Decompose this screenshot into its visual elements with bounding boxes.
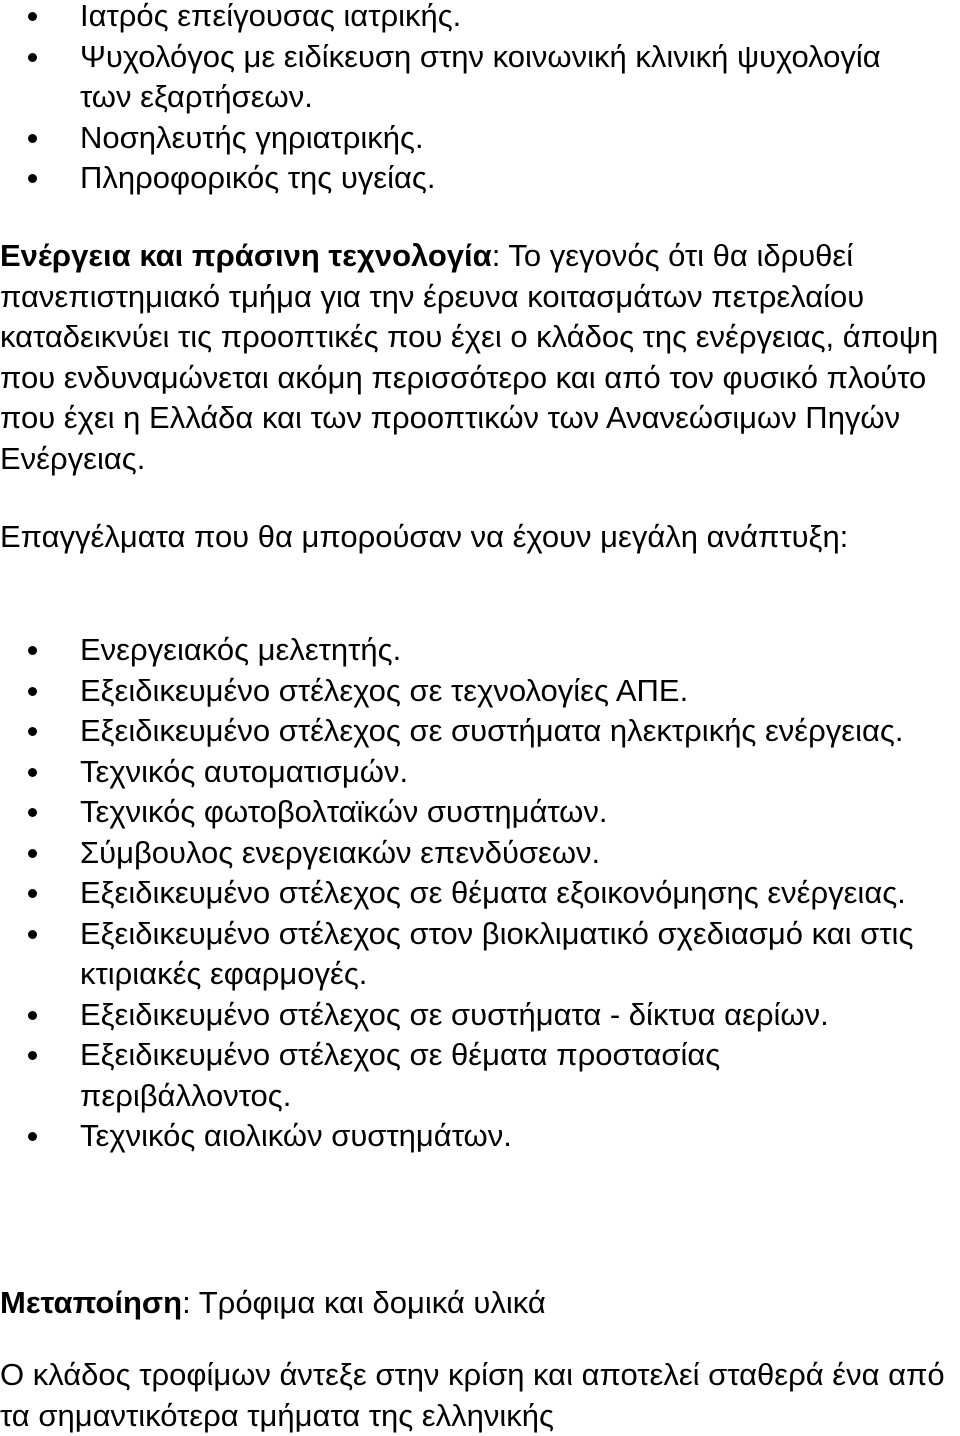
bullet-icon [28, 134, 37, 143]
list-item: Εξειδικευμένο στέλεχος σε θέματα εξοικονόμησης ενέργειας. [0, 873, 940, 914]
professions-list [0, 630, 940, 1157]
bullet-icon [28, 889, 37, 898]
manufacturing-heading: Μεταποίηση [0, 1285, 183, 1320]
energy-body: : Το γεγονός ότι θα ιδρυθεί πανεπιστημιακό τμήμα για την έρευνα κοιτασμάτων πετρελαίου καταδεικνύει τις προοπτικές που έχει ο κλάδος της ενέργειας, άποψη που ενδυναμώνεται ακόμη περισσότερο και από τον φυσικό πλούτο που έχει η Ελλάδα και των προοπτικών των Ανανεώσιμων Πηγών Ενέργειας. [0, 238, 939, 476]
manufacturing-heading-line [0, 1283, 958, 1324]
bullet-icon [28, 727, 37, 736]
list-item: Τεχνικός φωτοβολταϊκών συστημάτων. [0, 792, 940, 833]
bullet-icon [28, 174, 37, 183]
list-item: Πληροφορικός της υγείας. [0, 158, 940, 199]
bullet-icon [28, 808, 37, 817]
top-bullet-list [0, 0, 940, 199]
bullet-icon [28, 930, 37, 939]
manufacturing-subtitle: : Τρόφιμα και δομικά υλικά [182, 1285, 546, 1320]
list-item: Ψυχολόγος με ειδίκευση στην κοινωνική κλινική ψυχολογία των εξαρτήσεων. [0, 37, 940, 118]
bullet-icon [28, 646, 37, 655]
bullet-icon [28, 768, 37, 777]
bullet-icon [28, 12, 37, 21]
bullet-icon [28, 1132, 37, 1141]
manufacturing-paragraph: Ο κλάδος τροφίμων άντεξε στην κρίση και αποτελεί σταθερά ένα από τα σημαντικότερα τμήματα της ελληνικής [0, 1357, 945, 1433]
list-item: Εξειδικευμένο στέλεχος σε συστήματα - δίκτυα αερίων. [0, 995, 940, 1036]
bullet-icon [28, 849, 37, 858]
list-item: Εξειδικευμένο στέλεχος σε θέματα προστασίας περιβάλλοντος. [0, 1035, 940, 1116]
list-item: Ενεργειακός μελετητής. [0, 630, 940, 671]
energy-heading: Ενέργεια και πράσινη τεχνολογία [0, 238, 492, 273]
professions-intro: Επαγγέλματα που θα μπορούσαν να έχουν μεγάλη ανάπτυξη: [0, 519, 849, 554]
list-item: Εξειδικευμένο στέλεχος σε συστήματα ηλεκτρικής ενέργειας. [0, 711, 940, 752]
list-item: Ιατρός επείγουσας ιατρικής. [0, 0, 940, 37]
list-item: Τεχνικός αιολικών συστημάτων. [0, 1116, 940, 1157]
bullet-icon [28, 1011, 37, 1020]
list-item: Νοσηλευτής γηριατρικής. [0, 118, 940, 159]
energy-paragraph [0, 236, 958, 479]
bullet-icon [28, 687, 37, 696]
bullet-icon [28, 1051, 37, 1060]
list-item: Εξειδικευμένο στέλεχος στον βιοκλιματικό σχεδιασμό και στις κτιριακές εφαρμογές. [0, 914, 940, 995]
list-item: Εξειδικευμένο στέλεχος σε τεχνολογίες ΑΠΕ. [0, 671, 940, 712]
list-item: Σύμβουλος ενεργειακών επενδύσεων. [0, 833, 940, 874]
bullet-icon [28, 53, 37, 62]
list-item: Τεχνικός αυτοματισμών. [0, 752, 940, 793]
